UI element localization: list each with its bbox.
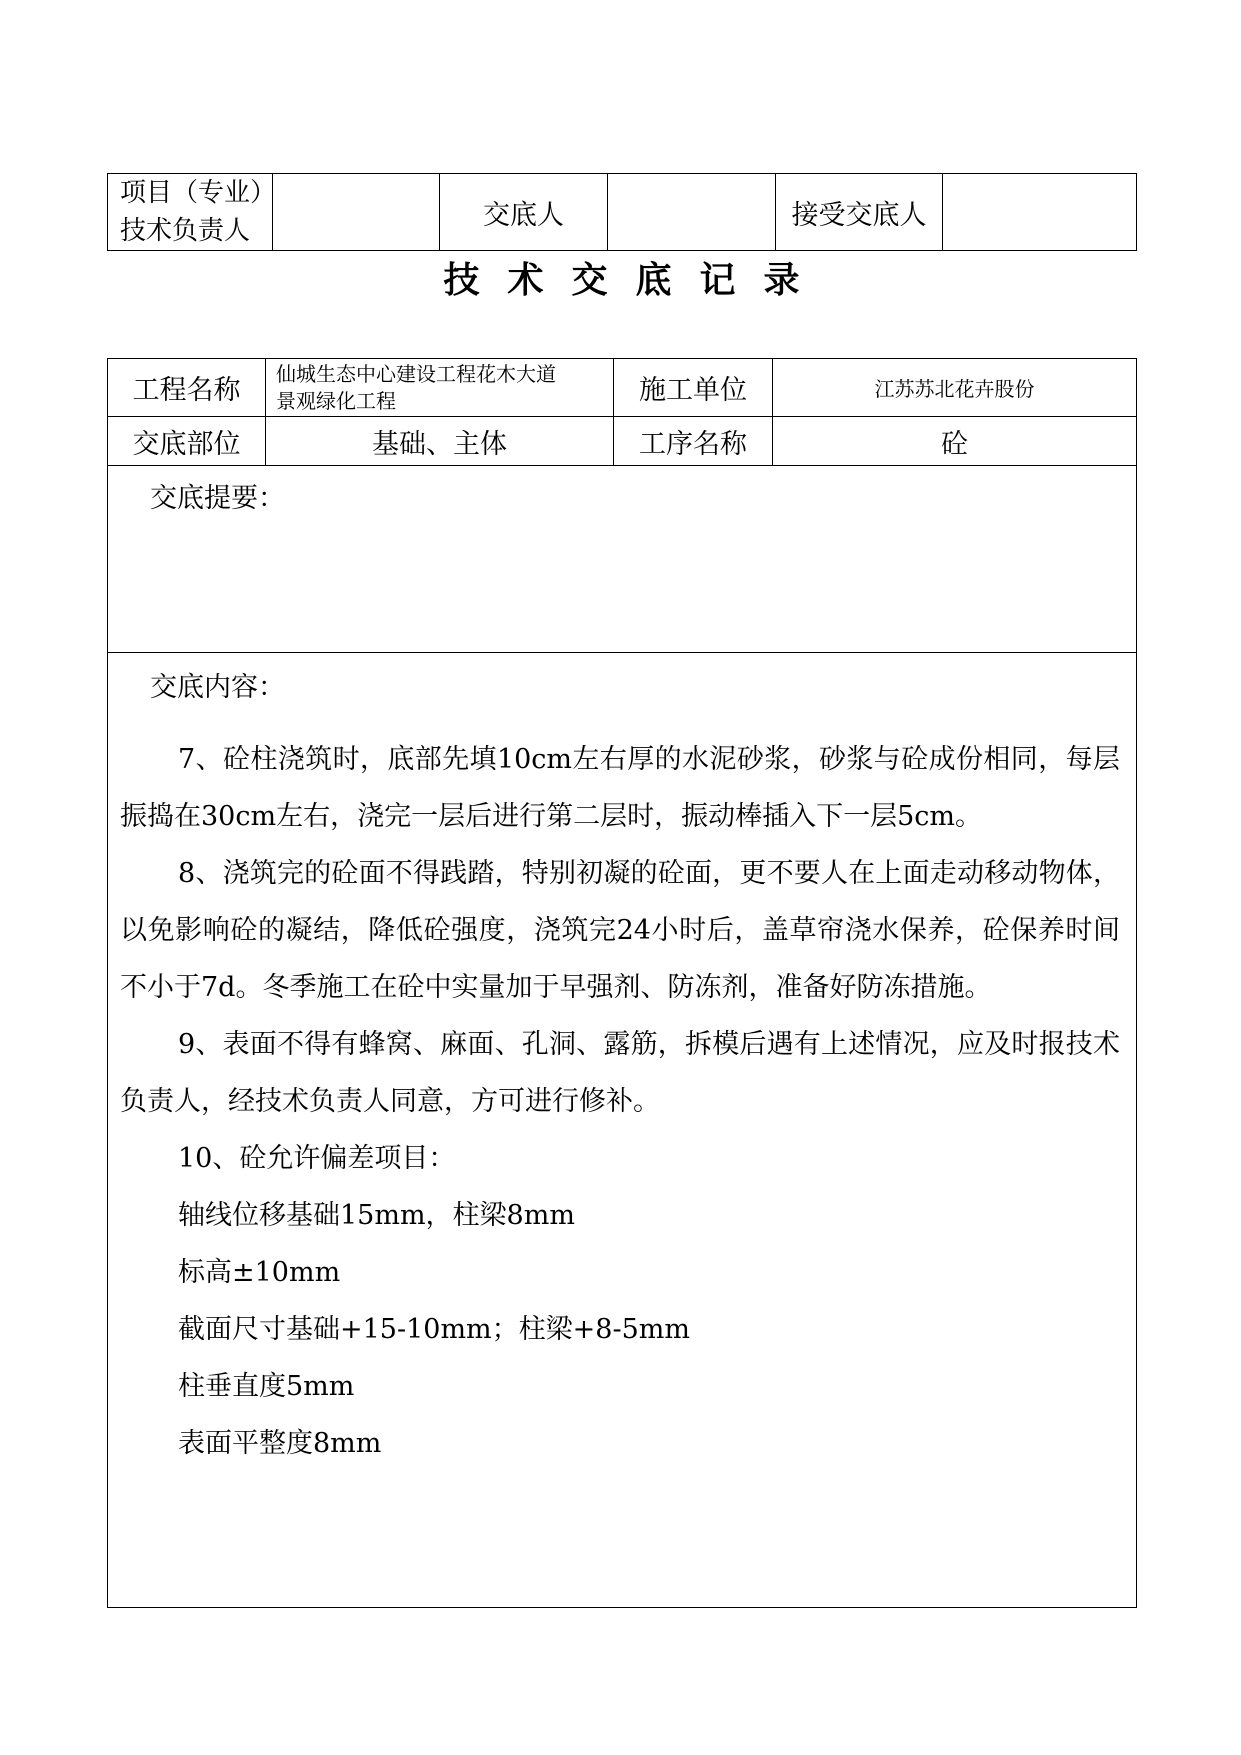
content-label: 交底内容： xyxy=(150,672,285,703)
construction-unit-value: 江苏苏北花卉股份 xyxy=(773,359,1137,417)
tech-lead-label-line2: 技术负责人 xyxy=(120,216,251,246)
summary-section xyxy=(108,466,1137,653)
deviation-item-axis: 轴线位移基础15mm，柱梁8mm xyxy=(178,1200,575,1231)
content-body xyxy=(120,731,1120,1472)
deviation-heading: 10、砼允许偏差项目： xyxy=(178,1143,456,1174)
process-value: 砼 xyxy=(773,417,1137,466)
recipient-label: 接受交底人 xyxy=(776,174,943,251)
process-label: 工序名称 xyxy=(614,417,773,466)
content-paragraph-9: 9、表面不得有蜂窝、麻面、孔洞、露筋，拆模后遇有上述情况，应及时报技术负责人，经技术负责人同意，方可进行修补。 xyxy=(120,1029,1120,1117)
project-name-label: 工程名称 xyxy=(108,359,266,417)
discloser-signature-field[interactable] xyxy=(608,174,776,251)
project-name-value xyxy=(266,359,614,417)
discloser-label: 交底人 xyxy=(440,174,608,251)
part-value: 基础、主体 xyxy=(266,417,614,466)
document-title: 技术交底记录 xyxy=(443,259,828,301)
deviation-item-section: 截面尺寸基础+15-10mm；柱梁+8-5mm xyxy=(178,1314,690,1345)
construction-unit-label: 施工单位 xyxy=(614,359,773,417)
summary-label: 交底提要： xyxy=(150,483,285,514)
deviation-item-flatness: 表面平整度8mm xyxy=(178,1428,382,1459)
info-table xyxy=(107,358,1137,1608)
deviation-item-verticality: 柱垂直度5mm xyxy=(178,1371,355,1402)
content-paragraph-7: 7、砼柱浇筑时，底部先填10cm左右厚的水泥砂浆，砂浆与砼成份相同，每层振捣在30cm左右，浇完一层后进行第二层时，振动棒插入下一层5cm。 xyxy=(120,744,1120,832)
content-section xyxy=(108,653,1137,1608)
content-paragraph-8: 8、浇筑完的砼面不得践踏，特别初凝的砼面，更不要人在上面走动移动物体，以免影响砼的凝结，降低砼强度，浇筑完24小时后，盖草帘浇水保养，砼保养时间不小于7d。冬季施工在砼中实量加于早强剂、防冻剂，准备好防冻措施。 xyxy=(120,858,1120,1003)
tech-lead-signature-field[interactable] xyxy=(273,174,440,251)
part-label: 交底部位 xyxy=(108,417,266,466)
tech-lead-label-line1: 项目（专业） xyxy=(120,178,277,208)
tech-lead-label xyxy=(108,174,277,251)
signature-table xyxy=(107,173,1137,251)
deviation-item-elevation: 标高±10mm xyxy=(178,1257,341,1288)
recipient-signature-field[interactable] xyxy=(943,174,1137,251)
project-name-line1: 仙城生态中心建设工程花木大道 xyxy=(276,361,556,386)
project-name-line2: 景观绿化工程 xyxy=(276,388,396,413)
